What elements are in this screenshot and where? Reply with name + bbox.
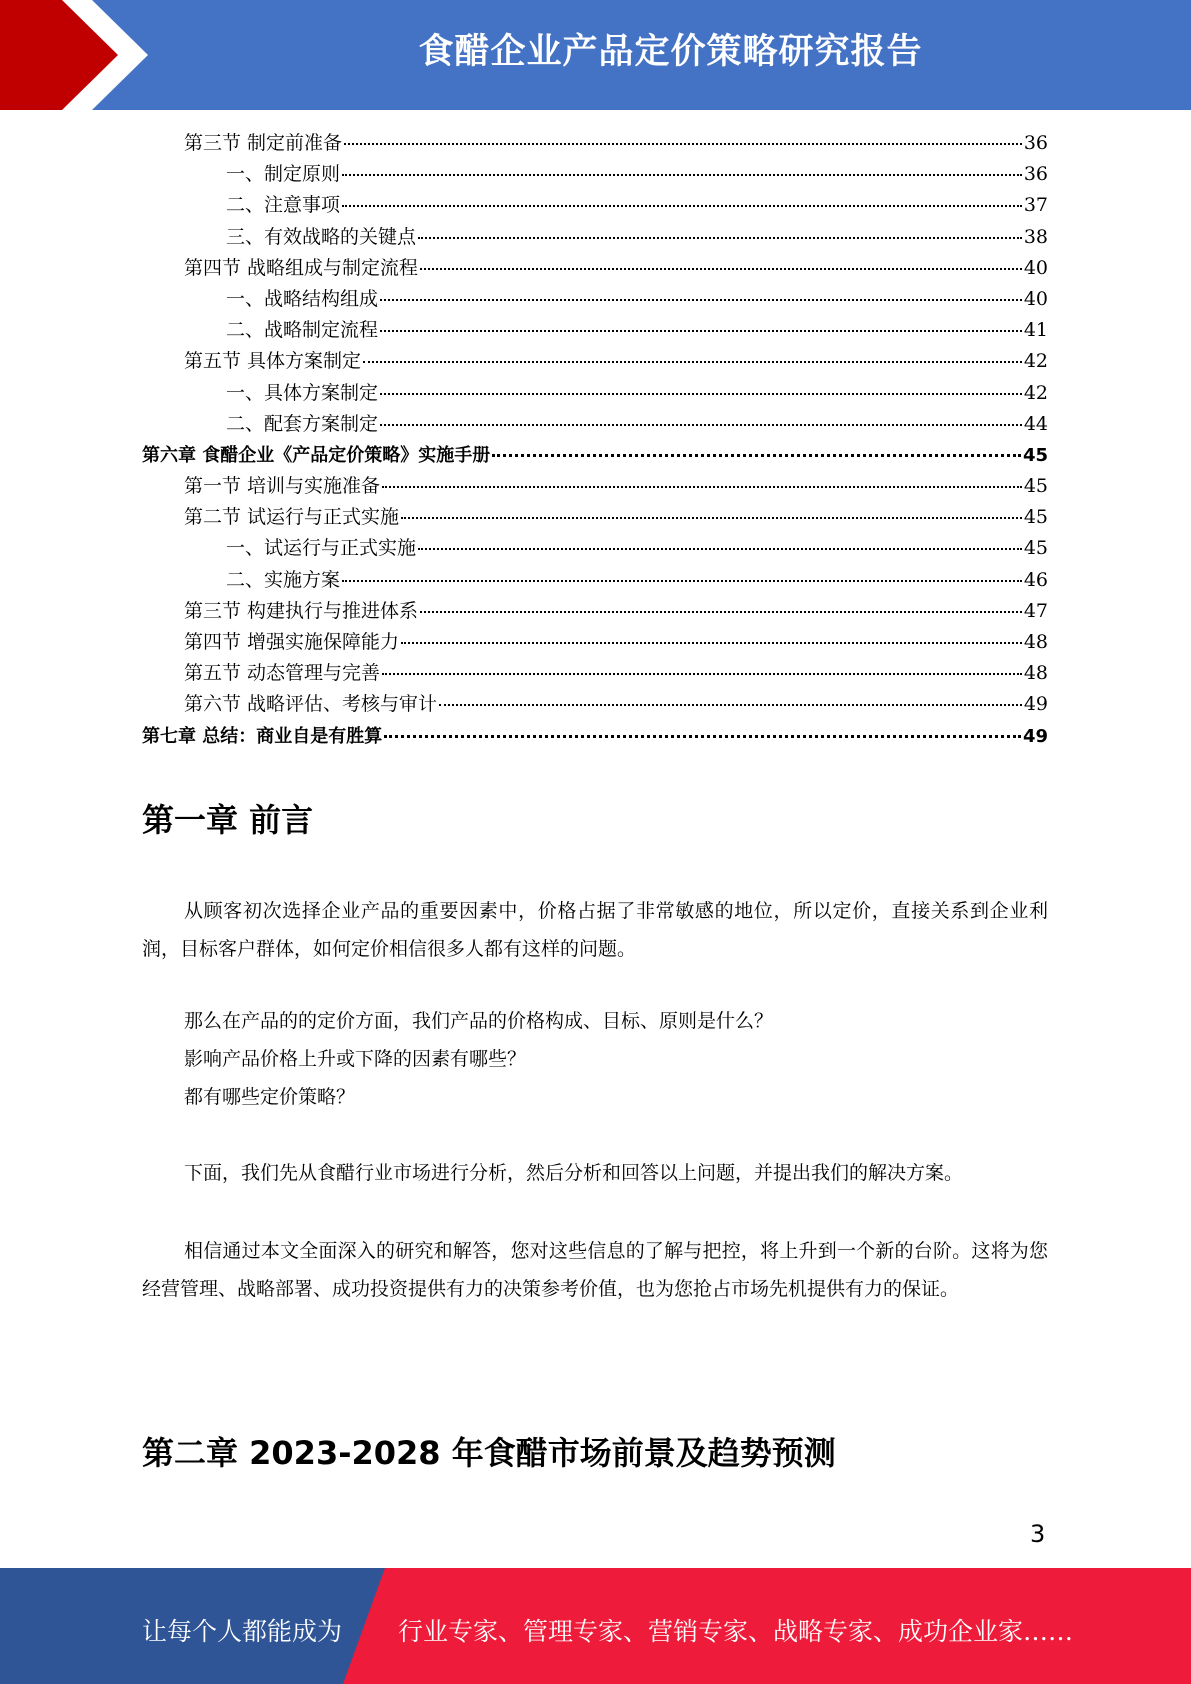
intro-paragraph-3: 相信通过本文全面深入的研究和解答，您对这些信息的了解与把控，将上升到一个新的台阶。这将为您经营管理、战略部署、成功投资提供有力的决策参考价值，也为您抢占市场先机提供有力的保证。 bbox=[142, 1240, 1048, 1300]
toc-entry[interactable] bbox=[142, 627, 1048, 658]
toc-entry-title: 第五节 具体方案制定 bbox=[184, 350, 362, 373]
footer-slogan-right: 行业专家、管理专家、营销专家、战略专家、成功企业家…… bbox=[398, 1617, 1074, 1646]
toc-dot-leader bbox=[384, 735, 1021, 738]
page-header bbox=[0, 0, 1191, 110]
toc-dot-leader bbox=[344, 143, 1022, 145]
toc-entry-page: 45 bbox=[1022, 444, 1048, 466]
toc-entry-page: 48 bbox=[1023, 662, 1048, 685]
toc-entry-page: 46 bbox=[1023, 568, 1048, 591]
toc-entry-page: 40 bbox=[1023, 256, 1048, 279]
toc-entry-page: 48 bbox=[1023, 631, 1048, 653]
toc-entry-title: 第二节 试运行与正式实施 bbox=[184, 506, 400, 529]
toc-entry[interactable] bbox=[142, 533, 1048, 564]
toc-entry[interactable] bbox=[142, 378, 1048, 409]
toc-entry-title: 二、配套方案制定 bbox=[226, 412, 379, 435]
table-of-contents bbox=[142, 128, 1048, 752]
toc-entry-page: 41 bbox=[1023, 319, 1048, 342]
toc-entry-page: 45 bbox=[1023, 537, 1048, 560]
toc-entry-title: 二、实施方案 bbox=[226, 568, 341, 591]
toc-entry-page: 38 bbox=[1023, 225, 1048, 248]
toc-entry[interactable] bbox=[142, 565, 1048, 596]
toc-entry-title: 一、试运行与正式实施 bbox=[226, 537, 417, 560]
toc-entry-title: 第七章 总结：商业自是有胜算 bbox=[142, 725, 383, 747]
toc-dot-leader bbox=[439, 704, 1022, 706]
toc-entry-title: 一、战略结构组成 bbox=[226, 287, 379, 310]
toc-entry[interactable] bbox=[142, 471, 1048, 502]
toc-dot-leader bbox=[380, 393, 1022, 395]
toc-entry-page: 49 bbox=[1023, 693, 1048, 716]
toc-entry[interactable] bbox=[142, 128, 1048, 159]
toc-dot-leader bbox=[401, 642, 1022, 644]
toc-entry-page: 45 bbox=[1023, 506, 1048, 529]
toc-entry[interactable] bbox=[142, 658, 1048, 689]
chapter-1-heading: 第一章 前言 bbox=[142, 801, 314, 839]
toc-entry-page: 45 bbox=[1023, 475, 1048, 498]
toc-entry-title: 第六章 食醋企业《产品定价策略》实施手册 bbox=[142, 444, 491, 466]
toc-entry-title: 第三节 构建执行与推进体系 bbox=[184, 599, 419, 622]
chapter-2-heading: 第二章 2023-2028 年食醋市场前景及趋势预测 bbox=[142, 1434, 836, 1472]
toc-entry-title: 二、注意事项 bbox=[226, 194, 341, 217]
toc-entry[interactable] bbox=[142, 222, 1048, 253]
question-2: 影响产品价格上升或下降的因素有哪些？ bbox=[184, 1048, 527, 1070]
toc-entry[interactable] bbox=[142, 346, 1048, 377]
toc-entry[interactable] bbox=[142, 159, 1048, 190]
toc-dot-leader bbox=[420, 611, 1022, 613]
footer-slogan-left: 让每个人都能成为 bbox=[142, 1617, 343, 1646]
toc-entry-title: 一、具体方案制定 bbox=[226, 381, 379, 404]
toc-dot-leader bbox=[382, 673, 1022, 675]
toc-entry[interactable] bbox=[142, 253, 1048, 284]
toc-dot-leader bbox=[363, 361, 1022, 363]
toc-entry-page: 49 bbox=[1022, 725, 1048, 747]
toc-dot-leader bbox=[420, 268, 1022, 270]
toc-entry[interactable] bbox=[142, 284, 1048, 315]
question-3: 都有哪些定价策略？ bbox=[184, 1086, 356, 1108]
toc-entry-page: 47 bbox=[1023, 599, 1048, 622]
toc-entry-page: 40 bbox=[1023, 287, 1048, 310]
toc-dot-leader bbox=[418, 548, 1022, 550]
toc-entry-title: 一、制定原则 bbox=[226, 163, 341, 186]
intro-paragraph-1: 从顾客初次选择企业产品的重要因素中，价格占据了非常敏感的地位，所以定价，直接关系到企业利润，目标客户群体，如何定价相信很多人都有这样的问题。 bbox=[142, 900, 1048, 960]
toc-entry-page: 36 bbox=[1023, 163, 1048, 186]
question-1: 那么在产品的的定价方面，我们产品的价格构成、目标、原则是什么？ bbox=[184, 1010, 774, 1032]
toc-dot-leader bbox=[418, 237, 1022, 239]
toc-dot-leader bbox=[492, 454, 1021, 457]
toc-dot-leader bbox=[380, 299, 1022, 301]
toc-entry-title: 第四节 增强实施保障能力 bbox=[184, 631, 400, 653]
toc-entry-title: 二、战略制定流程 bbox=[226, 319, 379, 342]
toc-entry[interactable] bbox=[142, 315, 1048, 346]
toc-dot-leader bbox=[382, 486, 1022, 488]
toc-entry-page: 42 bbox=[1023, 381, 1048, 404]
toc-entry-page: 42 bbox=[1023, 350, 1048, 373]
toc-entry[interactable] bbox=[142, 721, 1048, 752]
toc-entry[interactable] bbox=[142, 596, 1048, 627]
page-footer bbox=[0, 1568, 1191, 1684]
toc-entry[interactable] bbox=[142, 502, 1048, 533]
toc-dot-leader bbox=[380, 424, 1022, 426]
toc-entry-title: 第四节 战略组成与制定流程 bbox=[184, 256, 419, 279]
toc-dot-leader bbox=[342, 205, 1022, 207]
toc-entry-title: 第三节 制定前准备 bbox=[184, 132, 343, 154]
toc-entry[interactable] bbox=[142, 409, 1048, 440]
toc-dot-leader bbox=[401, 517, 1022, 519]
toc-dot-leader bbox=[380, 330, 1022, 332]
intro-paragraph-2: 下面，我们先从食醋行业市场进行分析，然后分析和回答以上问题，并提出我们的解决方案。 bbox=[184, 1162, 964, 1184]
toc-entry-title: 第五节 动态管理与完善 bbox=[184, 662, 381, 685]
toc-entry[interactable] bbox=[142, 440, 1048, 471]
toc-entry-title: 三、有效战略的关键点 bbox=[226, 225, 417, 248]
toc-dot-leader bbox=[342, 174, 1022, 176]
toc-dot-leader bbox=[342, 580, 1022, 582]
toc-entry-title: 第一节 培训与实施准备 bbox=[184, 475, 381, 498]
toc-entry[interactable] bbox=[142, 689, 1048, 720]
toc-entry-page: 44 bbox=[1023, 412, 1048, 435]
header-title: 食醋企业产品定价策略研究报告 bbox=[418, 32, 923, 72]
toc-entry-title: 第六节 战略评估、考核与审计 bbox=[184, 693, 438, 716]
toc-entry[interactable] bbox=[142, 190, 1048, 221]
toc-entry-page: 36 bbox=[1023, 132, 1048, 154]
page-number: 3 bbox=[1030, 1520, 1046, 1548]
toc-entry-page: 37 bbox=[1023, 194, 1048, 217]
